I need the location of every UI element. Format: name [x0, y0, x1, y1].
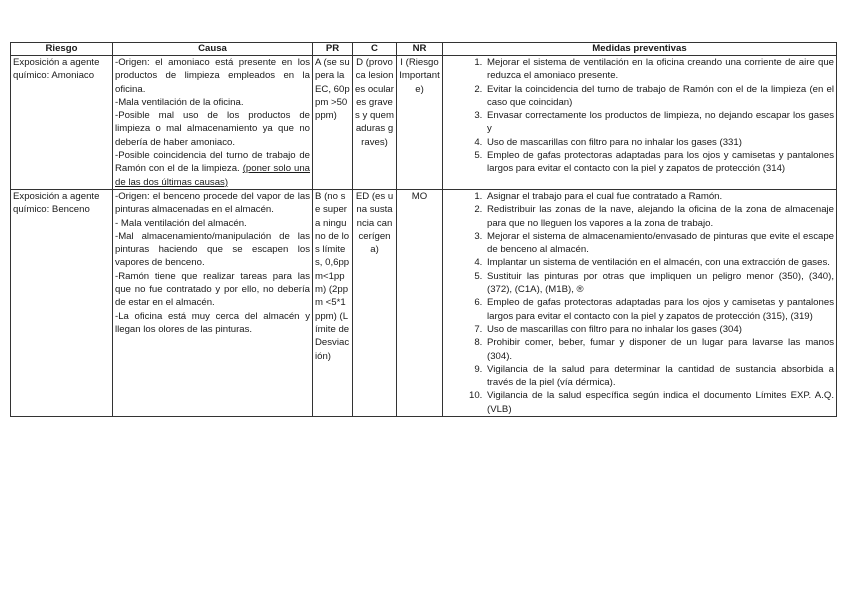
header-nr: NR	[397, 43, 443, 56]
list-item: 10. Vigilancia de la salud específica según indica el documento Límites EXP. A.Q. (VLB)	[485, 389, 834, 416]
list-item: 5. Sustituir las pinturas por otras que impliquen un peligro menor (350), (340), (372), (C1A), (M1B), ®	[485, 270, 834, 297]
causa-line: -Posible coincidencia del turno de trabajo de Ramón con el de la limpieza.	[115, 150, 310, 175]
header-row	[11, 43, 837, 56]
list-item: 2. Evitar la coincidencia del turno de trabajo de Ramón con el de la limpieza (en el caso que coincidan)	[485, 83, 834, 110]
nr-cell: I (Riesgo Importante)	[397, 56, 443, 190]
table-row	[11, 56, 837, 190]
causa-line: -Origen: el benceno procede del vapor de las pinturas almacenadas en el almacén.	[115, 190, 310, 216]
causa-note: (poner solo una de las dos últimas causas)	[115, 163, 311, 188]
medidas-list	[445, 190, 834, 416]
list-item: 1. Mejorar el sistema de ventilación en la oficina creando una corriente de aire que reduzca el amoniaco presente.	[485, 56, 834, 83]
causa-line: -Ramón tiene que realizar tareas para las que no fue contratado y por ello, no debería de estar en el almacén.	[115, 270, 310, 309]
list-item: 4. Implantar un sistema de ventilación en el almacén, con una extracción de gases.	[485, 256, 834, 269]
header-medidas: Medidas preventivas	[443, 43, 837, 56]
causa-cell	[113, 189, 313, 416]
nr-cell: MO	[397, 189, 443, 416]
causa-line: -Mal almacenamiento/manipulación de las pinturas haciendo que se escapen los vapores de benceno.	[115, 230, 310, 269]
riesgo-cell: Exposición a agente químico: Amoniaco	[11, 56, 113, 190]
causa-line: -Mala ventilación de la oficina.	[115, 96, 244, 108]
list-item: 3. Mejorar el sistema de almacenamiento/envasado de pinturas que evite el escape de benceno al almacén.	[485, 230, 834, 257]
list-item: 4. Uso de mascarillas con filtro para no inhalar los gases (331)	[485, 136, 834, 149]
list-item: 7. Uso de mascarillas con filtro para no inhalar los gases (304)	[485, 323, 834, 336]
c-cell: D (provoca lesiones oculares graves y quemaduras graves)	[353, 56, 397, 190]
list-item: 2. Redistribuir las zonas de la nave, alejando la oficina de la zona de almacenaje para que no lleguen los vapores a la zona de trabajo.	[485, 203, 834, 230]
medidas-list	[445, 56, 834, 176]
causa-cell	[113, 56, 313, 190]
header-c: C	[353, 43, 397, 56]
list-item: 8. Prohibir comer, beber, fumar y disponer de un lugar para lavarse las manos (304).	[485, 336, 834, 363]
header-causa: Causa	[113, 43, 313, 56]
medidas-cell	[443, 189, 837, 416]
riesgo-cell: Exposición a agente químico: Benceno	[11, 189, 113, 416]
list-item: 3. Envasar correctamente los productos de limpieza, no dejando escapar los gases y	[485, 109, 834, 136]
pr-cell: A (se supera la EC, 60ppm >50ppm)	[313, 56, 353, 190]
list-item: 9. Vigilancia de la salud para determinar la cantidad de sustancia absorbida a través de la piel (vía dérmica).	[485, 363, 834, 390]
causa-line: -Posible mal uso de los productos de limpieza o mal almacenamiento ya que no debería de haber amoniaco.	[115, 110, 310, 148]
table-row	[11, 189, 837, 416]
causa-line: -La oficina está muy cerca del almacén y llegan los olores de las pinturas.	[115, 310, 310, 335]
causa-line: -Origen: el amoniaco está presente en los productos de limpieza empleados en la oficina.	[115, 57, 310, 95]
header-pr: PR	[313, 43, 353, 56]
header-riesgo: Riesgo	[11, 43, 113, 56]
medidas-cell	[443, 56, 837, 190]
c-cell: ED (es una sustancia cancerígena)	[353, 189, 397, 416]
list-item: 6. Empleo de gafas protectoras adaptadas para los ojos y camisetas y pantalones largos para evitar el contacto con la piel y zapatos de protección (315), (319)	[485, 296, 834, 323]
list-item: 1. Asignar el trabajo para el cual fue contratado a Ramón.	[485, 190, 834, 203]
pr-cell: B (no se supera ninguno de los límites, 0,6ppm<1ppm) (2ppm <5*1ppm) (Límite de Desviación)	[313, 189, 353, 416]
causa-line: - Mala ventilación del almacén.	[115, 217, 247, 229]
list-item: 5. Empleo de gafas protectoras adaptadas para los ojos y camisetas y pantalones largos para evitar el contacto con la piel y zapatos de protección (314)	[485, 149, 834, 176]
risk-assessment-table	[10, 42, 837, 417]
